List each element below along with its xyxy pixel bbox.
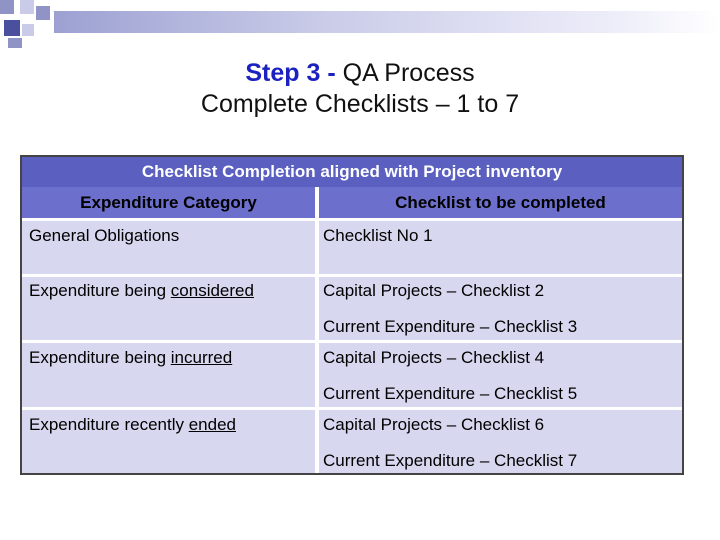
decor-square <box>22 24 34 36</box>
column-divider <box>315 187 319 473</box>
checklist-cell: Capital Projects – Checklist 6 <box>323 415 545 434</box>
title-step: Step 3 - <box>245 59 336 87</box>
decor-square <box>4 20 20 36</box>
title-line-2: Complete Checklists – 1 to 7 <box>200 90 520 118</box>
row-divider <box>22 407 682 410</box>
row-divider <box>22 340 682 343</box>
checklist-cell: Current Expenditure – Checklist 7 <box>323 451 578 470</box>
category-underlined: considered <box>170 281 254 300</box>
category-text: Expenditure being <box>29 281 171 300</box>
column-header-checklist: Checklist to be completed <box>319 187 682 218</box>
category-text: Expenditure recently <box>29 415 189 434</box>
column-header-category: Expenditure Category <box>22 187 315 218</box>
category-cell <box>29 280 254 302</box>
decor-square <box>36 6 50 20</box>
decor-square <box>8 38 22 48</box>
category-text: General Obligations <box>29 226 180 245</box>
row-divider <box>22 274 682 277</box>
slide-title <box>0 58 720 120</box>
checklist-cell: Current Expenditure – Checklist 3 <box>323 317 578 336</box>
decor-square <box>0 0 14 14</box>
category-underlined: incurred <box>170 348 233 367</box>
category-cell <box>29 347 232 369</box>
checklist-cell: Capital Projects – Checklist 2 <box>323 281 545 300</box>
checklist-cell: Current Expenditure – Checklist 5 <box>323 384 578 403</box>
decor-square <box>20 0 34 14</box>
table-header: Checklist Completion aligned with Project inventory <box>22 157 682 187</box>
title-rest: QA Process <box>335 59 475 87</box>
checklist-cell: Checklist No 1 <box>323 226 433 245</box>
category-underlined: ended <box>188 415 236 434</box>
top-gradient-bar <box>54 11 720 33</box>
category-cell <box>29 414 236 436</box>
title-line-1 <box>0 58 720 89</box>
row-divider <box>22 218 682 221</box>
checklist-table <box>20 155 684 475</box>
category-cell <box>29 225 179 247</box>
category-text: Expenditure being <box>29 348 171 367</box>
checklist-cell: Capital Projects – Checklist 4 <box>323 348 545 367</box>
